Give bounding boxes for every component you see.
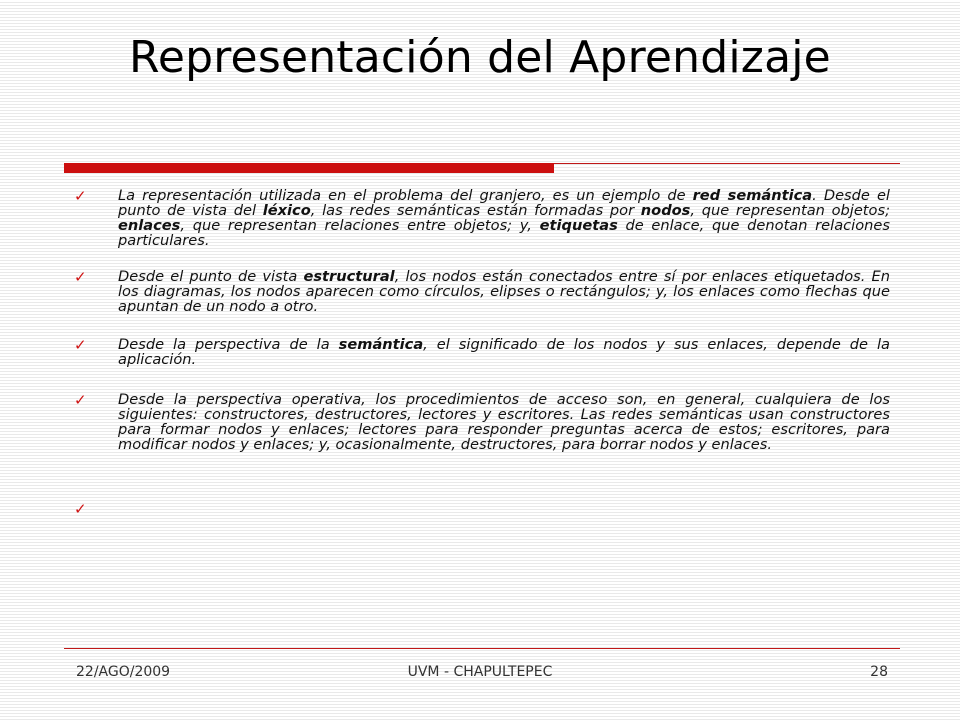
footer-organization: UVM - CHAPULTEPEC (407, 664, 553, 680)
bold-term: enlaces (118, 217, 181, 234)
text-run: La representación utilizada en el problema del granjero, es un ejemplo de (118, 187, 693, 204)
text-run: , que representan objetos; (690, 202, 890, 219)
text-run: Desde la perspectiva operativa, los procedimientos de acceso son, en general, cualquiera de los siguientes: constructores, destructores, lectores y escritores. Las redes semánticas usan constructores para formar nodos y enlaces; lectores para responder preguntas acerca de estos; escritores, para modificar nodos y enlaces; y, ocasionalmente, destructores, para borrar nodos y enlaces. (118, 391, 890, 453)
bullet-text (118, 392, 890, 452)
bold-term: red semántica (692, 187, 813, 204)
bullet-text (118, 269, 890, 314)
title-accent-bar (64, 163, 554, 173)
bold-term: nodos (640, 202, 691, 219)
bold-term: estructural (303, 268, 395, 285)
bullet-list (74, 188, 890, 517)
bullet-item (74, 188, 890, 248)
bullet-item (74, 392, 890, 452)
checkmark-icon: ✓ (74, 336, 87, 354)
checkmark-icon: ✓ (74, 268, 87, 286)
bold-term: etiquetas (539, 217, 618, 234)
text-run: , el significado de los nodos y sus enlaces, depende de la aplicación. (118, 336, 890, 368)
checkmark-icon: ✓ (74, 500, 87, 518)
text-run: , los nodos están conectados entre sí por enlaces etiquetados. En los diagramas, los nodos aparecen como círculos, elipses o rectángulos; y, los enlaces como flechas que apuntan de un nodo a otro. (118, 268, 890, 315)
bullet-item (74, 337, 890, 367)
bold-term: semántica (338, 336, 424, 353)
text-run: Desde la perspectiva de la (118, 336, 339, 353)
text-run: de enlace, que denotan relaciones particulares. (118, 217, 890, 249)
bold-term: léxico (262, 202, 311, 219)
text-run: , las redes semánticas están formadas por (310, 202, 641, 219)
bullet-text (118, 188, 890, 248)
text-run: , que representan relaciones entre objetos; y, (180, 217, 540, 234)
footer-date: 22/AGO/2009 (76, 664, 171, 680)
text-run: Desde el punto de vista (118, 268, 304, 285)
title-divider-line (554, 163, 900, 164)
footer-page-number: 28 (870, 664, 888, 680)
bullet-item (74, 269, 890, 314)
text-run: . Desde el punto de vista del (118, 187, 890, 219)
bullet-text (118, 337, 890, 367)
checkmark-icon: ✓ (74, 391, 87, 409)
bullet-item-empty (74, 501, 890, 517)
slide-title: Representación del Aprendizaje (129, 32, 831, 83)
footer-divider-line (64, 648, 900, 649)
checkmark-icon: ✓ (74, 187, 87, 205)
